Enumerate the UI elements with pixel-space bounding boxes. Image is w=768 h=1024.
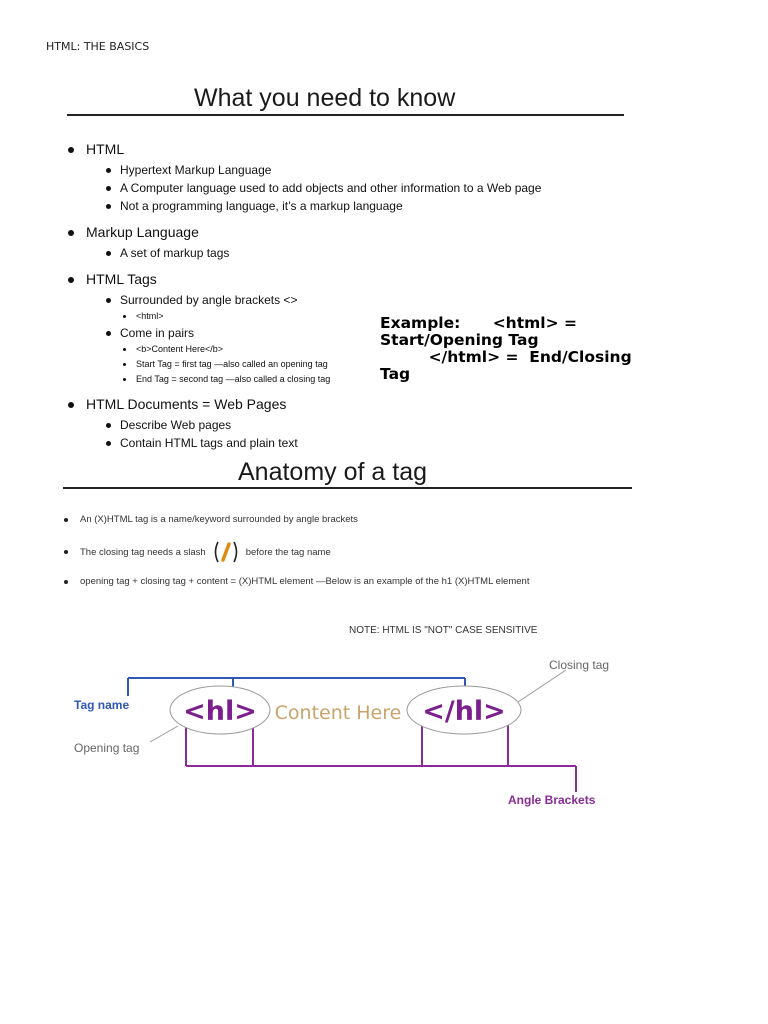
anatomy-bullet: An (X)HTML tag is a name/keyword surrounded by angle brackets	[64, 513, 664, 527]
anatomy-bullet-text: before the tag name	[245, 546, 331, 558]
content-text: Content Here	[274, 702, 402, 724]
anatomy-bullet: opening tag + closing tag + content = (X)HTML element —Below is an example of the h1 (X)HTML element	[64, 575, 664, 589]
bullet-html	[68, 140, 588, 215]
example-line: Start/Opening Tag	[380, 331, 539, 349]
title-underline	[67, 114, 624, 116]
example-line: </html> = End/Closing	[380, 348, 632, 366]
know-list	[68, 140, 588, 452]
case-sensitivity-note: NOTE: HTML IS "NOT" CASE SENSITIVE	[349, 625, 538, 636]
sub-bullet: Contain HTML tags and plain text	[104, 434, 588, 452]
anatomy-bullet-text: The closing tag needs a slash	[80, 546, 206, 558]
sub-sub-bullet: Start Tag = first tag —also called an opening tag	[120, 357, 588, 372]
sub-bullet: Describe Web pages	[104, 416, 588, 434]
tag-name-connector	[128, 678, 465, 696]
anatomy-bullet	[64, 539, 664, 565]
section-title-what-you-need-to-know: What you need to know	[194, 84, 456, 112]
bullet-label: HTML Tags	[86, 271, 157, 287]
example-line: Example: <html> =	[380, 314, 577, 332]
slash-icon	[212, 540, 240, 564]
anatomy-list	[64, 513, 664, 589]
example-line: Tag	[380, 365, 411, 383]
sub-sub-bullet: <html>	[120, 309, 588, 324]
tag-anatomy-diagram	[0, 650, 768, 820]
document-header: HTML: THE BASICS	[46, 40, 150, 53]
closing-tag-pointer	[518, 670, 566, 702]
example-text	[380, 315, 750, 383]
sub-bullet: Not a programming language, it’s a markup language	[104, 197, 588, 215]
closing-tag-label: Closing tag	[549, 658, 610, 672]
open-tag-text: <hl>	[183, 696, 257, 727]
bullet-html-documents	[68, 395, 588, 452]
bullet-label: HTML Documents = Web Pages	[86, 396, 287, 412]
tag-name-label: Tag name	[74, 698, 130, 712]
sub-sub-bullet: End Tag = second tag —also called a closing tag	[120, 372, 588, 387]
bullet-label: Markup Language	[86, 224, 199, 240]
sub-bullet: Surrounded by angle brackets <>	[104, 291, 588, 309]
section-title-anatomy-of-a-tag: Anatomy of a tag	[238, 458, 428, 486]
sub-sub-bullet: <b>Content Here</b>	[120, 342, 588, 357]
angle-brackets-label: Angle Brackets	[508, 793, 596, 807]
opening-tag-label: Opening tag	[74, 741, 140, 755]
opening-tag-pointer	[150, 726, 178, 742]
angle-brackets-connector	[186, 724, 576, 792]
bullet-label: HTML	[86, 141, 125, 157]
close-tag-text: </hl>	[422, 696, 506, 727]
sub-bullet: Come in pairs	[104, 324, 588, 342]
sub-bullet: A set of markup tags	[104, 244, 588, 262]
sub-bullet: A Computer language used to add objects and other information to a Web page	[104, 179, 588, 197]
sub-bullet: Hypertext Markup Language	[104, 161, 588, 179]
title-underline	[63, 487, 632, 489]
bullet-markup-language	[68, 223, 588, 262]
